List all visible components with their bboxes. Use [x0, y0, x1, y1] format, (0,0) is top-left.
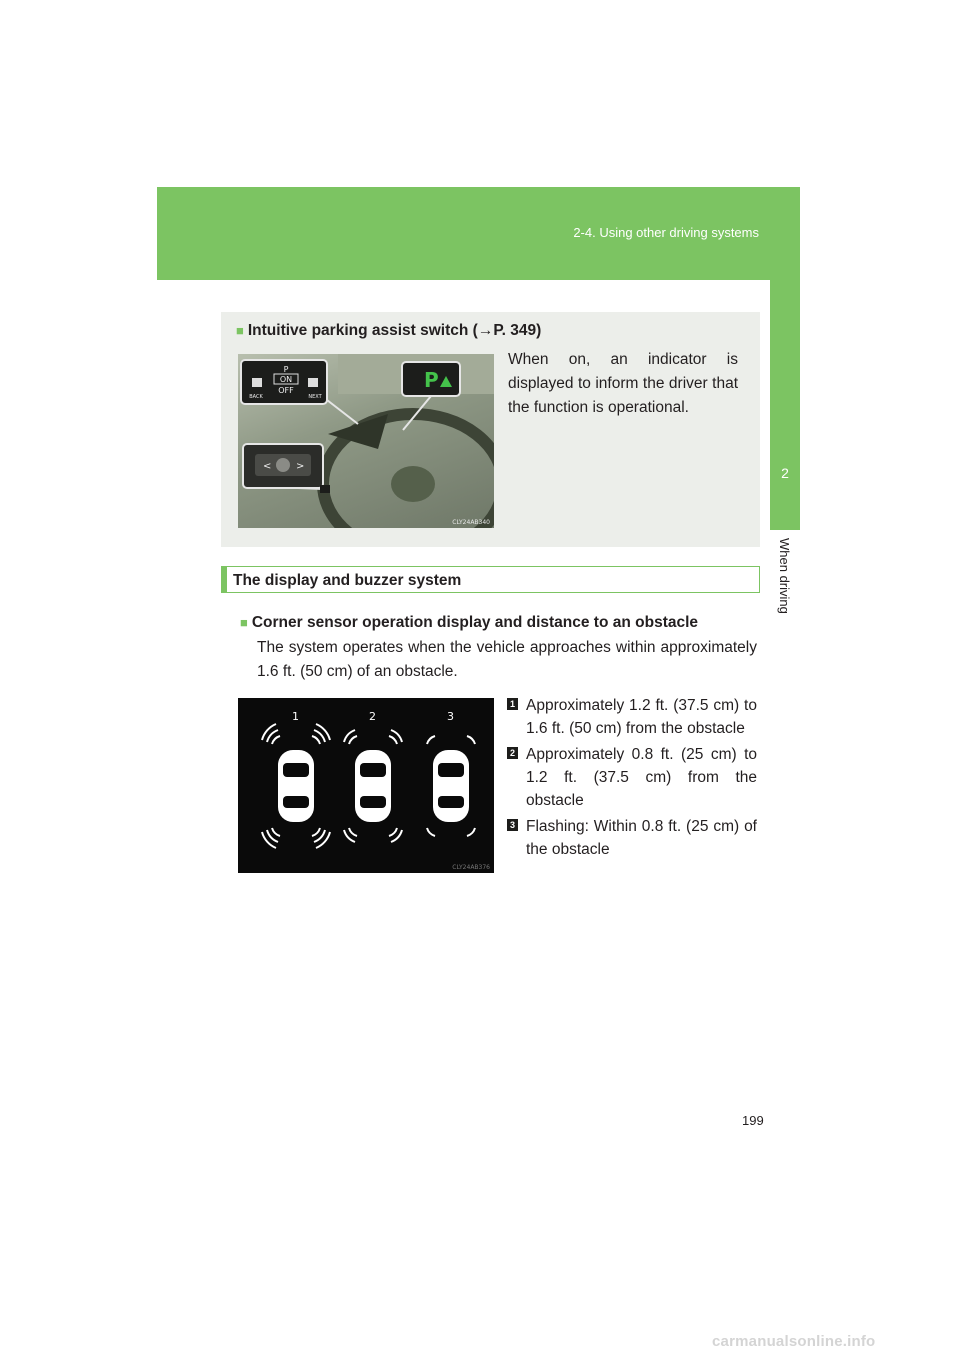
- display-next-label: NEXT: [308, 394, 322, 400]
- step-list: [507, 694, 757, 864]
- display-label-2: 2: [369, 710, 376, 723]
- parking-indicator-icon: P: [424, 368, 439, 392]
- step-item: [507, 743, 757, 812]
- header-band: [157, 187, 800, 280]
- step-number-2: 2: [507, 747, 518, 759]
- chapter-tab[interactable]: [770, 280, 800, 530]
- image-code: CLY24AB340: [452, 519, 490, 526]
- car-icon-1: [262, 724, 330, 848]
- display-back-label: BACK: [249, 394, 263, 400]
- note-text: When on, an indicator is displayed to inform the driver that the function is operational.: [508, 351, 738, 416]
- step-item: [507, 815, 757, 861]
- note-heading: ■ Intuitive parking assist switch (→P. 349): [236, 322, 542, 339]
- step-text-1: Approximately 1.2 ft. (37.5 cm) to 1.6 ft. (50 cm) from the obstacle: [526, 697, 757, 737]
- chapter-number: 2: [781, 465, 789, 481]
- step-text-2: Approximately 0.8 ft. (25 cm) to 1.2 ft. (37.5 cm) from the obstacle: [526, 746, 757, 809]
- step-number-1: 1: [507, 698, 518, 710]
- car-icon-3: [427, 736, 475, 836]
- dashboard-image: [238, 354, 494, 528]
- step-item: [507, 694, 757, 740]
- image-code: CLY24AB376: [452, 864, 490, 871]
- section-heading: The display and buzzer system: [233, 572, 462, 589]
- page-number: 199: [742, 1113, 764, 1128]
- display-off-label: OFF: [278, 386, 294, 395]
- step-text-3: Flashing: Within 0.8 ft. (25 cm) of the obstacle: [526, 818, 757, 858]
- svg-text:>: >: [296, 461, 305, 472]
- car-icon-2: [344, 730, 402, 842]
- display-on-label: ON: [279, 375, 293, 384]
- section-heading-bar: [221, 566, 760, 593]
- display-top-label: P: [283, 365, 289, 374]
- chapter-label: When driving: [777, 538, 792, 614]
- square-bullet-icon: ■: [240, 615, 248, 630]
- body-text: The system operates when the vehicle approaches within approximately 1.6 ft. (50 cm) of an obstacle.: [257, 639, 757, 680]
- sensor-display-image: [238, 698, 494, 873]
- display-label-1: 1: [292, 710, 299, 723]
- square-bullet-icon: ■: [236, 323, 244, 338]
- step-number-3: 3: [507, 819, 518, 831]
- section-title: 2-4. Using other driving systems: [573, 225, 759, 240]
- subheading: ■ Corner sensor operation display and distance to an obstacle: [240, 614, 699, 631]
- svg-text:<: <: [263, 461, 272, 472]
- watermark[interactable]: carmanualsonline.info: [712, 1333, 876, 1350]
- display-label-3: 3: [447, 710, 454, 723]
